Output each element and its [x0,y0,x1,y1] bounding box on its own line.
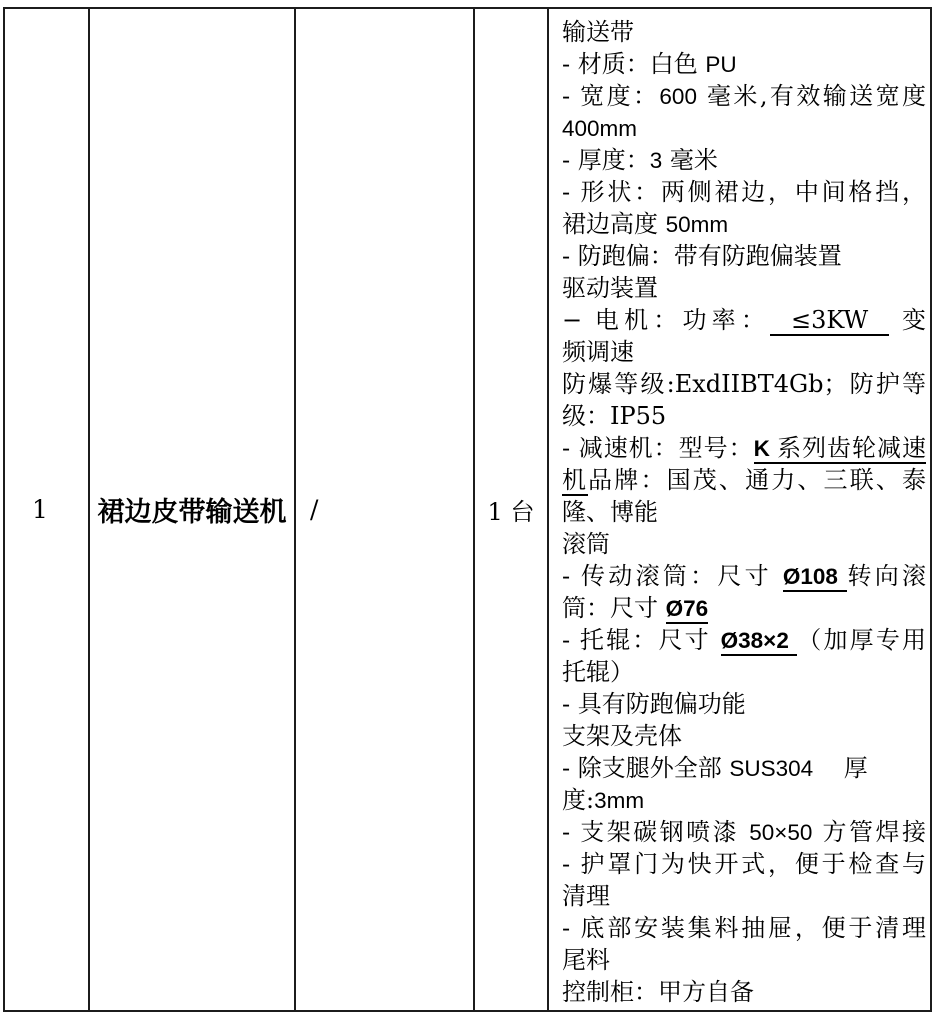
spec-line [562,240,926,272]
spec-segment: - 形状：两侧裙边，中间格挡， [562,178,926,206]
spec-segment: - 防跑偏：带有防跑偏装置 [562,242,842,270]
spec-segment: 级：IP55 [562,402,667,430]
spec-segment: Ø38×2 [720,628,798,653]
spec-segment: 频调速 [562,338,634,366]
spec-segment: PU [705,52,737,77]
spec-segment: 支架及壳体 [562,722,682,750]
spec-segment: 驱动装置 [562,274,658,302]
spec-segment: 尾料 [562,946,610,974]
spec-segment: 3mm [594,788,645,813]
spec-line [562,144,926,176]
spec-segment: 输送带 [562,18,634,46]
spec-segment: - 支架碳钢喷漆 [562,818,750,846]
spec-segment: 隆、博能 [562,498,658,526]
spec-segment: - 传动滚筒：尺寸 [562,562,783,590]
spec-line [562,976,926,1008]
spec-segment: - 底部安装集料抽屉，便于清理 [562,914,926,942]
cell-model [296,9,475,1010]
spec-line [562,688,926,720]
spec-line [562,400,926,432]
spec-line [562,176,926,208]
spec-line [562,368,926,400]
cell-quantity [475,9,549,1010]
spec-segment: 毫米 [662,146,718,174]
spec-segment: 系列齿轮减速 [777,434,927,462]
underlined-value [562,466,588,496]
spec-line [562,656,926,688]
spec-line [562,432,926,464]
model-value: / [310,495,319,524]
spec-segment: - 减速机：型号： [562,434,754,462]
spec-line [562,48,926,80]
spec-segment: 控制柜：甲方自备 [562,978,754,1006]
spec-line [562,816,926,848]
spec-line [562,304,926,336]
serial-number: 1 [32,495,48,524]
spec-segment: - 具有防跑偏功能 [562,690,746,718]
spec-line [562,112,926,144]
spec-line [562,784,926,816]
underlined-value [721,626,798,656]
spec-segment: 3 [649,148,663,173]
spec-segment: 毫米,有效输送宽度 [696,82,926,110]
equipment-name: 裙边皮带输送机 [97,497,287,528]
spec-line [562,592,926,624]
spec-segment: 清理 [562,882,610,910]
spec-line [562,336,926,368]
spec-segment: 筒：尺寸 [562,594,666,622]
spec-line [562,624,926,656]
spec-line [562,80,926,112]
spec-line [562,464,926,496]
spec-segment: 托辊） [562,658,634,686]
spec-line [562,272,926,304]
spec-segment: Ø76 [665,596,709,621]
spec-segment: 50mm [665,212,729,237]
spec-line [562,528,926,560]
spec-segment: - 材质：白色 [562,50,706,78]
spec-segment: - 厚度： [562,146,650,174]
spec-line [562,208,926,240]
spec-segment: − 电机：功率： [562,306,771,334]
spec-line [562,944,926,976]
spec-segment: - 宽度： [562,82,660,110]
spec-segment: K [753,436,778,461]
spec-line [562,912,926,944]
spec-segment: ≤3KW [791,306,869,334]
spec-segment: 50×50 [749,820,813,845]
spec-line [562,848,926,880]
spec-segment: 滚筒 [562,530,610,558]
spec-segment: - 托辊：尺寸 [562,626,721,654]
underlined-value [754,434,926,464]
underlined-value [666,594,709,624]
spec-segment: （加厚专用 [797,626,927,654]
underlined-value [770,306,889,336]
spec-segment: 400mm [562,116,638,141]
spec-segment: 转向滚 [847,562,927,590]
cell-serial-number [5,9,90,1010]
spec-segment: 机 [562,466,589,494]
equipment-spec-table [3,7,932,1012]
spec-line [562,560,926,592]
spec-line [562,720,926,752]
spec-segment: 度: [562,786,595,814]
spec-segment: Ø108 [782,564,848,589]
spec-segment: 600 [659,84,697,109]
spec-segment: SUS304 [729,756,814,781]
quantity-value: 1 台 [487,498,535,526]
spec-line [562,16,926,48]
spec-segment: 防爆等级:ExdIIBT4Gb；防护等 [562,370,926,398]
spec-line [562,496,926,528]
spec-segment: 变 [889,306,926,334]
cell-specifications [549,9,930,1010]
spec-line [562,880,926,912]
spec-segment: 方管焊接 [812,818,926,846]
spec-segment: 厚 [813,754,868,782]
spec-line [562,752,926,784]
spec-segment: - 护罩门为快开式，便于检查与 [562,850,926,878]
cell-equipment-name [90,9,296,1010]
spec-segment: - 除支腿外全部 [562,754,730,782]
underlined-value [783,562,848,592]
spec-segment: 品牌：国茂、通力、三联、泰 [588,466,927,494]
spec-segment: 裙边高度 [562,210,666,238]
